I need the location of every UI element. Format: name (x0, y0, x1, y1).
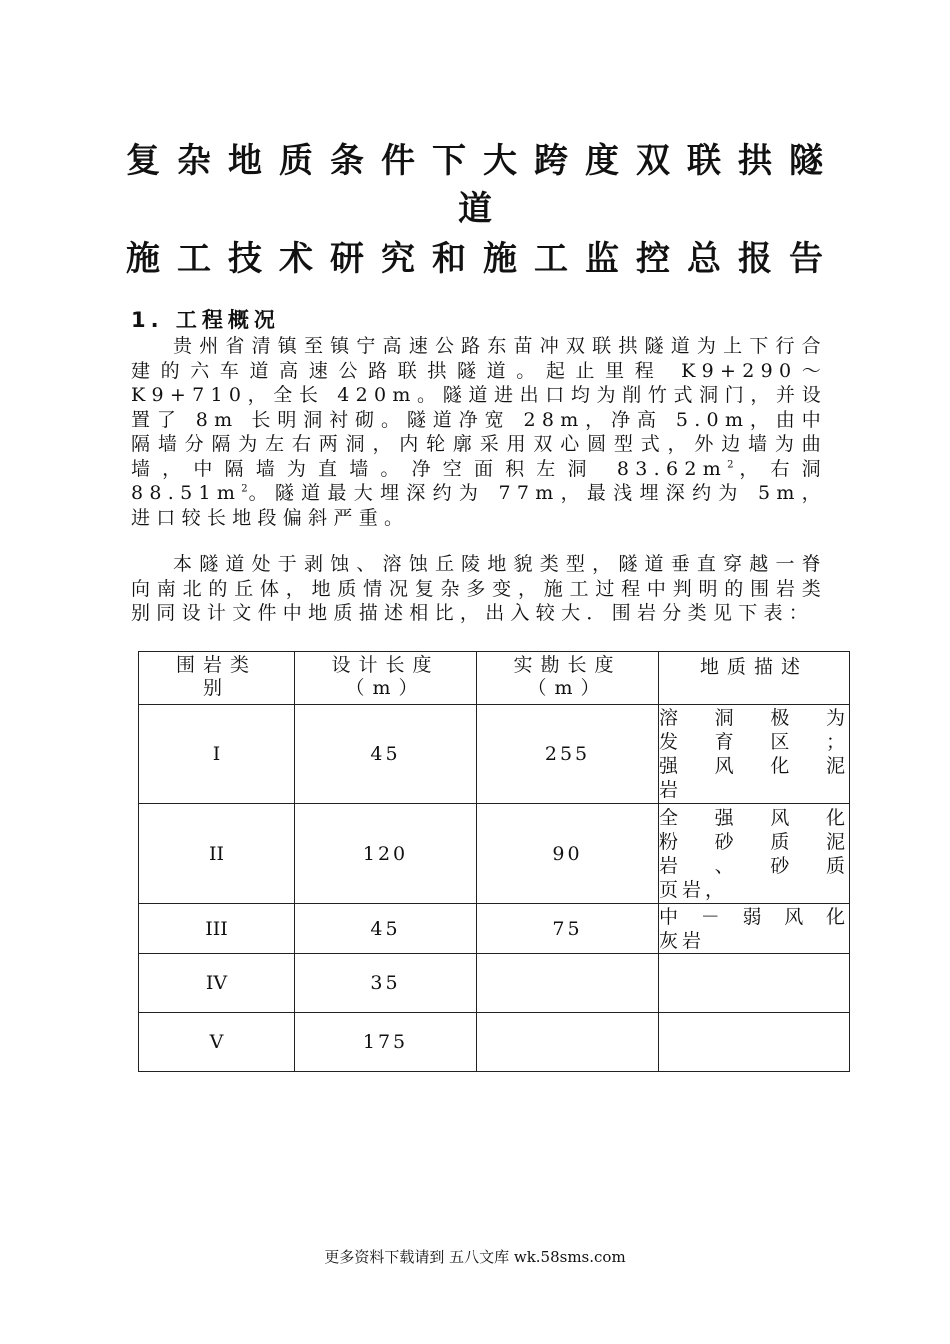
geology-line: 岩 (659, 779, 683, 801)
cell-geology (659, 804, 850, 904)
document-title-line2: 道 (458, 189, 492, 229)
header-rock-class-line1: 围岩类 (175, 654, 257, 676)
header-design-length-line2: （m） (345, 677, 426, 699)
cell-design: 175 (295, 1013, 477, 1072)
cell-class: V (139, 1013, 295, 1072)
cell-design: 45 (295, 705, 477, 804)
superscript-2: 2 (241, 483, 248, 495)
footer-download-note: 更多资料下载请到 五八文库 wk.58sms.com (324, 1248, 626, 1266)
geology-line: 灰岩 (659, 929, 706, 952)
cell-class: II (139, 804, 295, 904)
cell-class: III (139, 904, 295, 954)
rock-class-table (138, 651, 850, 1072)
table-header-row (139, 652, 850, 705)
table-row (139, 804, 850, 904)
cell-design: 120 (295, 804, 477, 904)
document-title-line1: 复杂地质条件下大跨度双联拱隧 (126, 141, 840, 181)
cell-survey: 90 (477, 804, 659, 904)
table-row (139, 705, 850, 804)
header-design-length (295, 652, 477, 705)
geology-line: 粉砂质泥 (659, 830, 849, 853)
header-survey-length-line1: 实勘长度 (513, 654, 622, 676)
geology-line: 强风化泥 (659, 755, 849, 777)
header-geology: 地质描述 (659, 652, 850, 705)
paragraph-overview-part-b: ，右洞 88.51m (131, 457, 827, 504)
superscript-1: 2 (727, 459, 734, 471)
cell-survey: 75 (477, 904, 659, 954)
cell-class: I (139, 705, 295, 804)
cell-geology (659, 954, 850, 1013)
header-design-length-line1: 设计长度 (331, 654, 440, 676)
cell-geology (659, 904, 850, 954)
cell-geology (659, 1013, 850, 1072)
geology-line: 页岩， (659, 878, 729, 901)
document-title-line3: 施工技术研究和施工监控总报告 (126, 239, 840, 279)
section-heading: 1. 工程概况 (131, 308, 280, 332)
geology-line: 中－弱风化 (659, 905, 849, 928)
paragraph-geology: 本隧道处于剥蚀、溶蚀丘陵地貌类型，隧道垂直穿越一脊向南北的丘体，地质情况复杂多变，施工过程中判明的围岩类别同设计文件中地质描述相比，出入较大．围岩分类见下表： (131, 553, 827, 624)
table-row (139, 904, 850, 954)
paragraph-overview-part-c: 。隧道最大埋深约为 77m，最浅埋深约为 5m，进口较长地段偏斜严重。 (131, 482, 827, 529)
paragraph-overview-part-a: 贵州省清镇至镇宁高速公路东苗冲双联拱隧道为上下行合建的六车道高速公路联拱隧道。起止里程 K9+290～ K9+710，全长 420m。隧道进出口均为削竹式洞门，并设置了 8m 长明洞衬砌。隧道净宽 28m，净高 5.0m，由中隔墙分隔为左右两洞，内轮廓采用双心圆型式，外边墙为曲墙，中隔墙为直墙。净空面积左洞 83.62m (131, 335, 827, 480)
header-rock-class-line2: 别 (202, 677, 230, 699)
header-rock-class (139, 652, 295, 705)
cell-survey: 255 (477, 705, 659, 804)
header-survey-length (477, 652, 659, 705)
paragraph-overview (131, 334, 827, 530)
table-row (139, 1013, 850, 1072)
cell-design: 35 (295, 954, 477, 1013)
geology-line: 发育区； (659, 731, 849, 753)
geology-line: 岩、砂质 (659, 854, 849, 877)
geology-line: 全强风化 (659, 806, 849, 829)
table-row (139, 954, 850, 1013)
cell-survey (477, 1013, 659, 1072)
cell-class: IV (139, 954, 295, 1013)
cell-survey (477, 954, 659, 1013)
header-survey-length-line2: （m） (527, 677, 608, 699)
cell-design: 45 (295, 904, 477, 954)
geology-line: 溶洞极为 (659, 707, 849, 729)
cell-geology (659, 705, 850, 804)
